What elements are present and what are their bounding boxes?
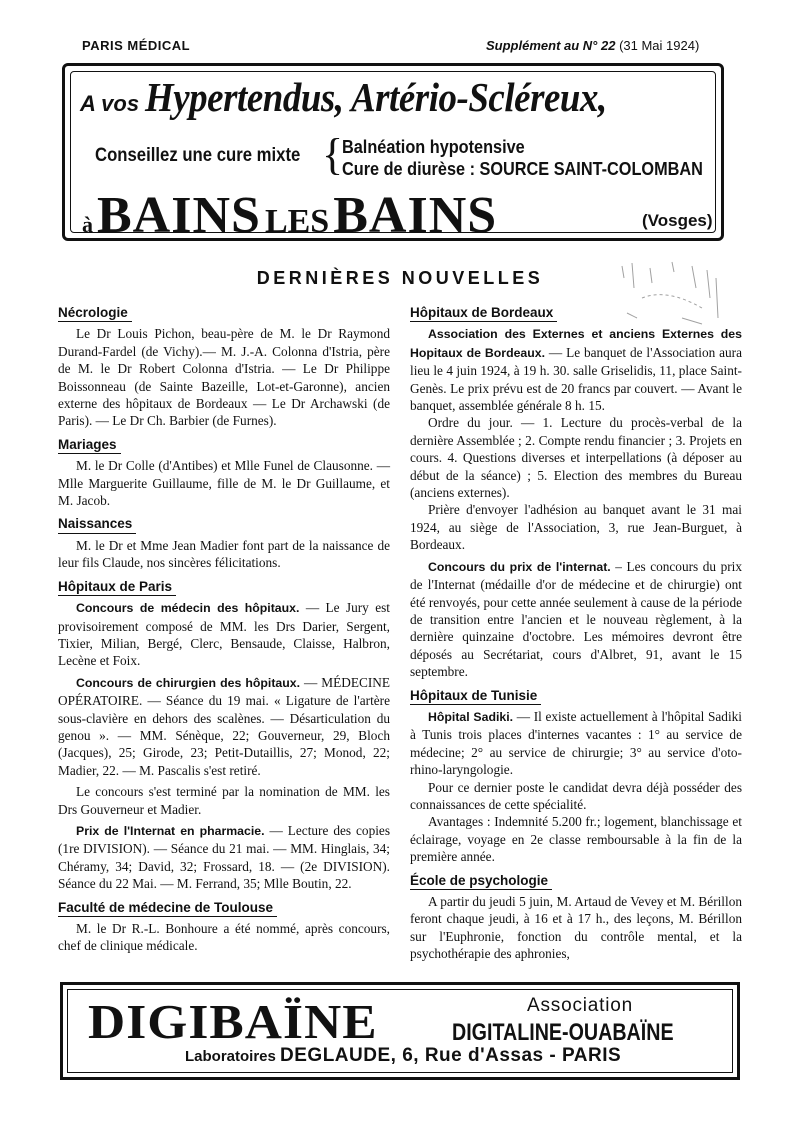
- ad-laboratory-address: DEGLAUDE, 6, Rue d'Assas - PARIS: [280, 1045, 622, 1066]
- issue-info: [486, 38, 699, 53]
- paragraph-lead: Concours du prix de l'internat.: [428, 559, 611, 574]
- section-title-necrologie: Nécrologie: [58, 304, 132, 322]
- ad-location-les: LES: [264, 203, 330, 240]
- section-title-hopitaux-bordeaux: Hôpitaux de Bordeaux: [410, 304, 557, 322]
- ad-headline: [80, 73, 658, 121]
- supplement-label: Supplément au N° 22: [486, 38, 616, 53]
- paragraph-body: — Le Jury est provisoirement composé de MM. les Drs Darier, Sergent, Tixier, Milian, Bergé, Clerc, Bensaude, Claisse, Halbron, Lecène et Foix.: [58, 600, 390, 669]
- paragraph-lead: Prix de l'Internat en pharmacie.: [76, 823, 265, 838]
- section-banner: DERNIÈRES NOUVELLES: [256, 268, 544, 288]
- paragraph-body: — MÉDECINE OPÉRATOIRE. — Séance du 19 mai. « Ligature de l'artère sous-clavière en dehors des scalènes. — Désarticulation du genou ». — MM. Sénèque, 22; Gouverneur, 29, Bloch (Jacques), 25; Girode, 23; Petit-Dutaillis, 27; Monod, 22; Madier, 22. — M. Pascalis s'est retiré.: [58, 674, 390, 778]
- section-title-faculte-toulouse: Faculté de médecine de Toulouse: [58, 899, 277, 917]
- ad-headline-main: Hypertendus, Artério-Scléreux,: [145, 74, 607, 120]
- ad-location-bains-2: BAINS: [333, 187, 498, 244]
- ad-treatment-2: Cure de diurèse : SOURCE SAINT-COLOMBAN: [342, 158, 703, 179]
- ad-advice: Conseillez une cure mixte: [95, 145, 301, 166]
- section-title-mariages: Mariages: [58, 436, 121, 454]
- paragraph: [58, 822, 390, 893]
- paragraph-body: — Le banquet de l'Association aura lieu le 4 juin 1924, à 19 h. 30. salle Griselidis, 11, place Saint-Genès. Le prix prévu est de 20 francs par couvert. — Avant le banquet, assemblée générale 8 h. 15.: [410, 344, 742, 414]
- section-title-hopitaux-paris: Hôpitaux de Paris: [58, 578, 176, 596]
- ecole-text: A partir du jeudi 5 juin, M. Artaud de Vevey et M. Bérillon feront chaque jeudi, à 16 et à 17 h., des leçons, M. Bérillon sur l'Euphronie, fonction du contrôle mental, et la psychothérapie des aphronies,: [410, 894, 742, 962]
- paragraph: [410, 558, 742, 681]
- faculte-text: M. le Dr R.-L. Bonhoure a été nommé, après concours, chef de clinique médicale.: [58, 921, 390, 954]
- paragraph-body: Le concours s'est terminé par la nomination de MM. les Drs Gouverneur et Madier.: [58, 784, 390, 817]
- journal-title: PARIS MÉDICAL: [82, 38, 191, 53]
- mariages-text: M. le Dr Colle (d'Antibes) et Mlle Funel de Clausonne. — Mlle Marguerite Guillaume, fille de M. le Dr Guillaume, et M. Jacob.: [58, 458, 390, 509]
- paragraph: [410, 325, 742, 414]
- right-column: [410, 298, 742, 963]
- necrologie-text: Le Dr Louis Pichon, beau-père de M. le Dr Raymond Durand-Fardel (de Vichy).— M. J.-A. Colonna d'Istria, père de M. le Dr Robert Colonna d'Istria. — Le Dr Philippe Boissonneau (de Sainte Bazeille, Lot-et-Garonne), ancien externe des hôpitaux de Bordeaux — Le Dr Archawski (de Paris). — Le Dr Ch. Barbier (de Furnes).: [58, 326, 390, 429]
- ad-location-bains-1: BAINS: [97, 187, 261, 244]
- ad-product: DIGITALINE-OUABAÏNE: [452, 1019, 674, 1046]
- paragraph: [58, 674, 390, 779]
- paragraph: [410, 708, 742, 779]
- ad-headline-prefix: A vos: [80, 91, 140, 116]
- paragraph: [58, 599, 390, 670]
- ad-location: [82, 186, 713, 245]
- ad-location-region: (Vosges): [642, 211, 713, 230]
- ad-location-prefix: à: [82, 212, 93, 237]
- paragraph-body: Prière d'envoyer l'adhésion au banquet avant le 31 mai 1924, au siège de l'Association, 3, rue Jean-Burguet, à Bordeaux.: [410, 502, 742, 553]
- ad-association: Association: [527, 995, 633, 1016]
- issue-date: (31 Mai 1924): [619, 38, 700, 53]
- paragraph-body: — Il existe actuellement à l'hôpital Sadiki à Tunis trois places d'internes vacantes : 1° au service de médecine; 2° au service de chirurgie; 3° au service d'oto-rhino-laryngologie.: [410, 708, 742, 778]
- ad-brace: {: [322, 130, 344, 179]
- paragraph-lead: Hôpital Sadiki.: [428, 709, 514, 724]
- paragraph-body: Ordre du jour. — 1. Lecture du procès-verbal de la dernière Assemblée ; 2. Compte rendu financier ; 3. Projets en cours. 4. Questions diverses et interpellations (à déposer au début de la séance) ; 5. Election des membres du Bureau (anciens externes).: [410, 415, 742, 501]
- ad-laboratory: [185, 1045, 621, 1067]
- section-title-hopitaux-tunisie: Hôpitaux de Tunisie: [410, 687, 541, 705]
- paragraph-body: Pour ce dernier poste le candidat devra déjà posséder des connaissances de cette spécialité.: [410, 779, 742, 812]
- ad-brand: DIGIBAÏNE: [88, 994, 378, 1049]
- ad-treatments: [342, 136, 703, 180]
- paragraph-lead: Concours de médecin des hôpitaux.: [76, 601, 300, 616]
- section-title-ecole-psychologie: École de psychologie: [410, 872, 552, 890]
- paragraph-body: Avantages : Indemnité 5.200 fr.; logement, blanchissage et éclairage, voyage en 2e classe remboursable à la fin de la première année.: [410, 814, 742, 865]
- ad-laboratory-label: Laboratoires: [185, 1048, 276, 1065]
- left-column: [58, 298, 390, 955]
- paragraph-body: – Les concours du prix de l'Internat (médaille d'or de médecine et de chirurgie) ont été renvoyés, pour cette année seulement à cause de la période de transition entre l'ancien et le nouveau règlement, à la dernière quinzaine d'octobre. Les mémoires devront être déposés au Secrétariat, cours d'Albret, 91, avant le 15 septembre.: [410, 558, 742, 680]
- section-title-naissances: Naissances: [58, 515, 136, 533]
- paragraph-body: — Lecture des copies (1re DIVISION). — Séance du 21 mai. — MM. Hinglais, 34; Chéramy, 34; David, 32; Frossard, 18. — (2e DIVISION). Séance du 22 Mai. — M. Ferrand, 35; Mlle Boutin, 22.: [58, 822, 390, 892]
- paragraph-lead: Association des Externes et anciens Externes des Hopitaux de Bordeaux.: [410, 327, 742, 360]
- ad-treatment-1: Balnéation hypotensive: [342, 136, 525, 157]
- paragraph-lead: Concours de chirurgien des hôpitaux.: [76, 675, 301, 690]
- naissances-text: M. le Dr et Mme Jean Madier font part de la naissance de leur fils Claude, nos sincères félicitations.: [58, 537, 390, 571]
